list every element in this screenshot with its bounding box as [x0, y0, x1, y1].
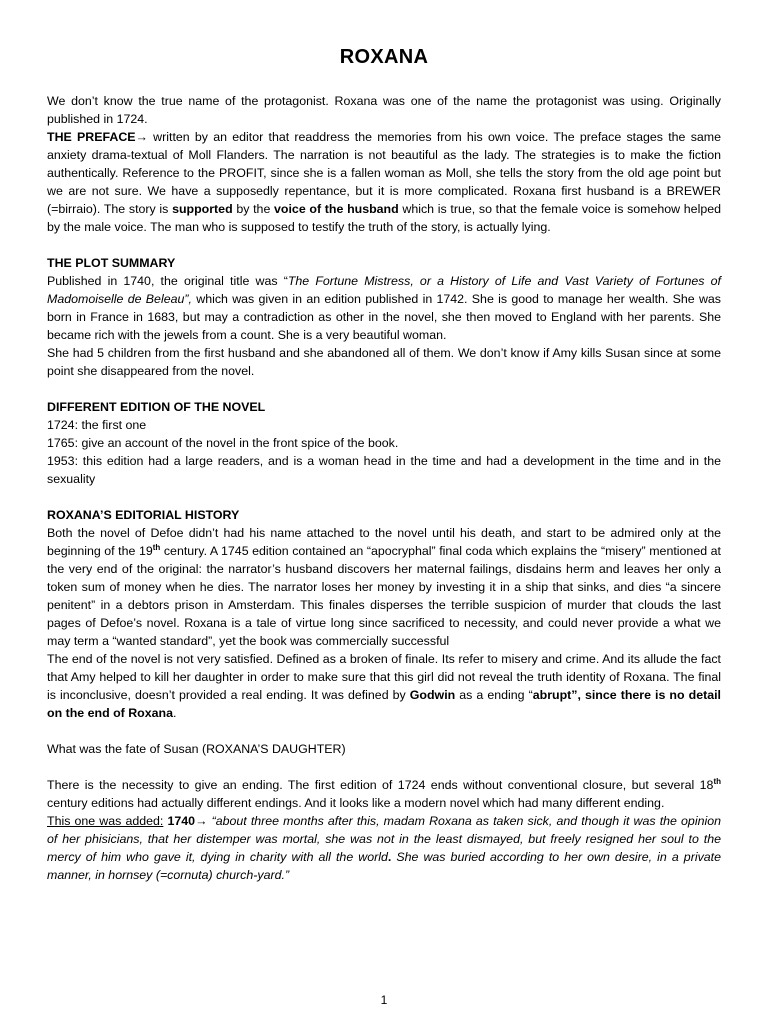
history-paragraph: Both the novel of Defoe didn’t had his name attached to the novel until his death, and start to be admired only at the beginning of the 19th century. A 1745 edition contained an “apocryphal” final coda which explains the “misery” mentioned at the very end of the original: the narrator’s husband discovers her maternal failings, disdains herm and leaves her only a token sum of money when he dies. The narrator loses her money by investing it in a ship that sinks, and dies “a sincere penitent” in a debtors prison in Amsterdam. This finales disperses the terrible suspicion of murder that clouds the last pages of Defoe’s novel. Roxana is a tale of virtue long since sacrificed to necessity, and could never provide a what we may term a “wanted standard”, yet the book was commercially successful: [47, 526, 721, 648]
document-body: [47, 92, 721, 884]
preface-label: THE PREFACE: [47, 130, 136, 144]
fate-question: What was the fate of Susan (ROXANA’S DAUGHTER): [47, 742, 346, 756]
history-heading: ROXANA’S EDITORIAL HISTORY: [47, 508, 240, 522]
preface-paragraph: THE PREFACE→ written by an editor that readdress the memories from his own voice. The preface stages the same anxiety drama-textual of Moll Flanders. The narration is not beautiful as the lady. The strategies is to make the fiction authentically. Reference to the PROFIT, since she is a fallen woman as Moll, she tells the story from the old age point but we are not sure. We have a supposedly repentance, but it is more complicated. Roxana first husband is a BREWER (=birraio). The story is supported by the voice of the husband which is true, so that the female voice is somehow helped by the male voice. The man who is supposed to testify the truth of the story, is actually lying.: [47, 130, 722, 234]
edition-item: 1724: the first one: [47, 418, 147, 432]
added-ending-paragraph: This one was added: 1740→ “about three months after this, madam Roxana as taken sick, and though it was the opinion of her phisicians, that her distemper was mortal, she was not in the least dismayed, but freely resigned her soul to the mercy of him who gave it, dying in charity with all the world. She was buried according to her own desire, in a private manner, in hornsey (=cornuta) church-yard.”: [47, 814, 721, 882]
editions-heading: DIFFERENT EDITION OF THE NOVEL: [47, 400, 266, 414]
plot-heading: THE PLOT SUMMARY: [47, 256, 176, 270]
plot-paragraph-2: She had 5 children from the first husband and she abandoned all of them. We don’t know if Amy kills Susan since at some point she disappeared from the novel.: [47, 346, 721, 378]
arrow-icon: →: [195, 814, 208, 828]
edition-item: 1765: give an account of the novel in the front spice of the book.: [47, 436, 399, 450]
original-title: The Fortune Mistress, or a History of Life and Vast Variety of Fortunes of Madomoiselle de Beleau”,: [47, 274, 721, 306]
page-title: ROXANA: [339, 46, 429, 68]
edition-item: 1953: this edition had a large readers, and is a woman head in the time and had a development in the time and in the sexuality: [47, 454, 721, 486]
added-label: This one was added:: [47, 814, 164, 828]
fate-paragraph: There is the necessity to give an ending. The first edition of 1724 ends without conventional closure, but several 18th century editions had actually different endings. And it looks like a modern novel which had many different ending.: [47, 776, 721, 810]
intro-paragraph: We don’t know the true name of the protagonist. Roxana was one of the name the protagonist was using. Originally published in 1724.: [47, 94, 721, 126]
page-number: 1: [380, 993, 388, 1007]
plot-paragraph: Published in 1740, the original title was “The Fortune Mistress, or a History of Life and Vast Variety of Fortunes of Madomoiselle de Beleau”, which was given in an edition published in 1742. She is good to manage her wealth. She was born in France in 1683, but may a contradiction as other in the novel, she then moved to England with her parents. She became rich with the jewels from a count. She is a very beautiful woman.: [47, 274, 721, 342]
history-paragraph-2: The end of the novel is not very satisfied. Defined as a broken of finale. Its refer to misery and crime. And its allude the fact that Amy helped to kill her daughter in order to make sure that this girl did not reveal the truth identity of Roxana. The final is inconclusive, doesn’t provided a real ending. It was defined by Godwin as a ending “abrupt”, since there is no detail on the end of Roxana.: [47, 652, 721, 720]
arrow-icon: →: [135, 130, 148, 144]
